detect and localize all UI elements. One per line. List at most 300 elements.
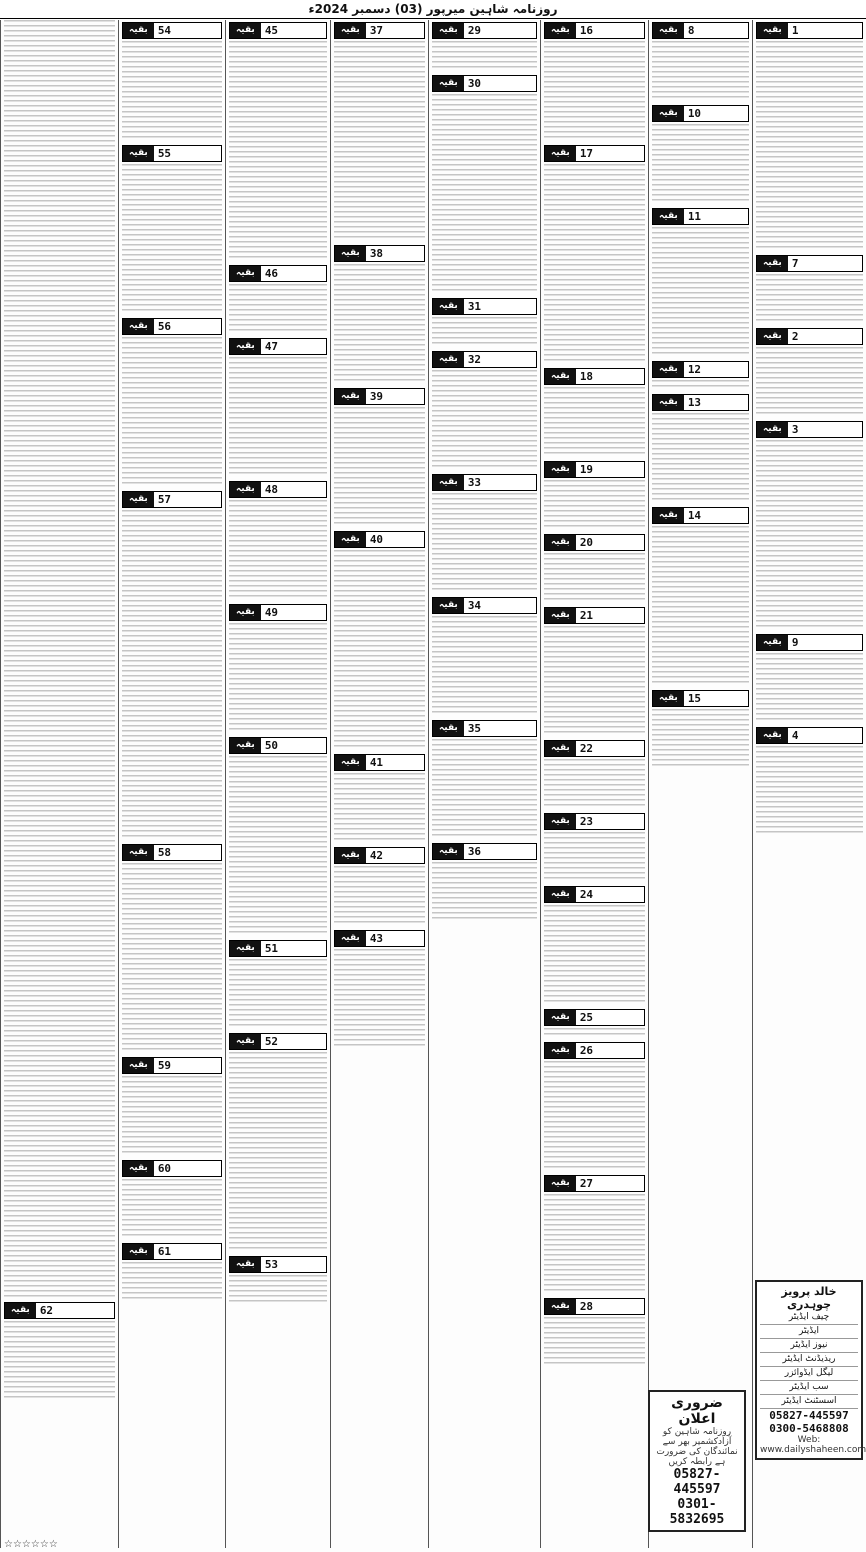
item-header (229, 1256, 327, 1273)
article-text-lines (544, 905, 645, 1005)
item-number: 51 (264, 942, 279, 955)
article-text-lines (229, 41, 327, 261)
item-header (122, 1160, 222, 1177)
footer-stars: ☆☆☆☆☆☆ (4, 1539, 58, 1550)
item-label: بقیہ (335, 532, 366, 547)
article-text-lines (334, 550, 425, 750)
item-label: بقیہ (433, 352, 464, 367)
article-text-lines (652, 413, 749, 503)
item-number: 29 (467, 24, 482, 37)
article-text-lines (756, 274, 863, 324)
continuation-item (4, 1302, 115, 1401)
continuation-item (544, 22, 645, 141)
continuation-item (544, 1175, 645, 1294)
article-text-lines (229, 500, 327, 600)
item-header (334, 930, 425, 947)
item-header (756, 727, 863, 744)
continuation-item (229, 604, 327, 733)
continuation-item (544, 607, 645, 736)
item-label: بقیہ (123, 1161, 154, 1176)
item-number: 58 (157, 846, 172, 859)
continuation-item (122, 22, 222, 141)
continuation-item (122, 145, 222, 314)
article-text-lines (652, 227, 749, 357)
continuation-item (334, 930, 425, 1049)
staff-row: لیگل ایڈوائزر (760, 1367, 858, 1381)
article-text-lines (756, 746, 863, 836)
item-header (122, 1057, 222, 1074)
item-header (334, 388, 425, 405)
item-label: بقیہ (653, 23, 684, 38)
item-label: بقیہ (653, 395, 684, 410)
continuation-item (544, 1009, 645, 1038)
item-number: 33 (467, 476, 482, 489)
item-label: بقیہ (335, 23, 366, 38)
item-number: 59 (157, 1059, 172, 1072)
continuation-item (756, 727, 863, 836)
continuation-item (229, 737, 327, 936)
item-number: 52 (264, 1035, 279, 1048)
item-label: بقیہ (433, 475, 464, 490)
item-number: 20 (579, 536, 594, 549)
item-label: بقیہ (335, 848, 366, 863)
item-label: بقیہ (433, 598, 464, 613)
article-text-lines (756, 440, 863, 630)
article-text-lines (544, 387, 645, 457)
item-label: بقیہ (335, 389, 366, 404)
continuation-item (432, 474, 537, 593)
item-header (652, 690, 749, 707)
continuation-item (432, 351, 537, 470)
item-header (652, 507, 749, 524)
continuation-item (544, 534, 645, 603)
item-header (544, 1042, 645, 1059)
article-text-lines (432, 317, 537, 347)
article-text-lines (229, 284, 327, 334)
item-label: بقیہ (653, 106, 684, 121)
continuation-item (122, 1057, 222, 1156)
item-number: 46 (264, 267, 279, 280)
column-5 (225, 20, 330, 1548)
item-number: 56 (157, 320, 172, 333)
staff-row: ریذیڈنٹ ایڈیٹر (760, 1353, 858, 1367)
item-label: بقیہ (545, 1176, 576, 1191)
continuation-item (432, 75, 537, 294)
article-text-lines (544, 1194, 645, 1294)
item-header (432, 843, 537, 860)
item-number: 23 (579, 815, 594, 828)
ad-line: نمائندگان کی ضرورت ہے رابطہ کریں (656, 1447, 738, 1467)
item-header (756, 255, 863, 272)
article-text-lines (229, 756, 327, 936)
article-text-lines (544, 41, 645, 141)
continuation-item (652, 394, 749, 503)
article-text-lines (334, 264, 425, 384)
item-number: 27 (579, 1177, 594, 1190)
item-label: بقیہ (123, 1058, 154, 1073)
continuation-item (432, 843, 537, 922)
continuation-item (652, 105, 749, 204)
item-number: 13 (687, 396, 702, 409)
article-text-lines (652, 124, 749, 204)
article-text-lines (334, 773, 425, 843)
item-label: بقیہ (123, 492, 154, 507)
continuation-item (756, 255, 863, 324)
item-header (756, 421, 863, 438)
item-header (544, 461, 645, 478)
item-header (544, 607, 645, 624)
continuation-item (756, 634, 863, 723)
item-number: 8 (687, 24, 695, 37)
item-label: بقیہ (433, 76, 464, 91)
item-header (122, 844, 222, 861)
item-header (122, 1243, 222, 1260)
item-header (432, 474, 537, 491)
continuation-item (229, 265, 327, 334)
continuation-item (652, 361, 749, 390)
item-label: بقیہ (433, 844, 464, 859)
item-header (544, 740, 645, 757)
item-label: بقیہ (230, 1034, 261, 1049)
item-label: بقیہ (545, 462, 576, 477)
item-number: 48 (264, 483, 279, 496)
article-text-lines (544, 480, 645, 530)
chief-editor-name: خالد پرویز چوہدری (781, 1285, 837, 1311)
item-number: 60 (157, 1162, 172, 1175)
item-label: بقیہ (653, 691, 684, 706)
item-label: بقیہ (433, 721, 464, 736)
item-header (544, 886, 645, 903)
article-text-lines (4, 20, 115, 1300)
item-label: بقیہ (230, 941, 261, 956)
item-label: بقیہ (123, 146, 154, 161)
article-text-lines (229, 959, 327, 1029)
item-label: بقیہ (545, 608, 576, 623)
item-label: بقیہ (230, 1257, 261, 1272)
item-header (334, 22, 425, 39)
item-label: بقیہ (545, 146, 576, 161)
item-header (544, 813, 645, 830)
item-label: بقیہ (230, 738, 261, 753)
continuation-item (544, 1042, 645, 1171)
continuation-item (756, 328, 863, 417)
article-text-lines (544, 1061, 645, 1171)
item-number: 9 (791, 636, 799, 649)
item-header (122, 145, 222, 162)
item-number: 17 (579, 147, 594, 160)
item-label: بقیہ (757, 329, 788, 344)
item-label: بقیہ (653, 362, 684, 377)
item-number: 36 (467, 845, 482, 858)
article-text-lines (652, 526, 749, 686)
article-text-lines (432, 862, 537, 922)
item-number: 53 (264, 1258, 279, 1271)
staff-phone: 05827-445597 (769, 1409, 849, 1422)
continuation-item (334, 245, 425, 384)
continuation-item (229, 481, 327, 600)
item-header (432, 75, 537, 92)
continuation-item (432, 720, 537, 839)
article-text-lines (122, 41, 222, 141)
article-text-lines (432, 493, 537, 593)
ad-phone: 05827-445597 (673, 1467, 721, 1497)
item-header (334, 754, 425, 771)
item-number: 35 (467, 722, 482, 735)
item-number: 18 (579, 370, 594, 383)
staff-row: ایڈیٹر (760, 1325, 858, 1339)
continuation-item (122, 1160, 222, 1239)
item-number: 24 (579, 888, 594, 901)
article-text-lines (432, 370, 537, 470)
item-label: بقیہ (757, 23, 788, 38)
item-label: بقیہ (230, 23, 261, 38)
item-label: بقیہ (5, 1303, 36, 1318)
article-text-lines (544, 1317, 645, 1367)
column-1b (648, 20, 752, 1548)
item-number: 57 (157, 493, 172, 506)
item-header (544, 1175, 645, 1192)
article-text-lines (229, 1052, 327, 1252)
staff-row: سب ایڈیٹر (760, 1381, 858, 1395)
article-text-lines (756, 41, 863, 251)
item-header (229, 338, 327, 355)
item-number: 49 (264, 606, 279, 619)
article-text-lines (122, 337, 222, 487)
article-text-lines (652, 709, 749, 769)
item-number: 7 (791, 257, 799, 270)
item-number: 19 (579, 463, 594, 476)
item-header (544, 368, 645, 385)
item-number: 40 (369, 533, 384, 546)
item-number: 2 (791, 330, 799, 343)
column-4 (330, 20, 428, 1548)
item-header (229, 737, 327, 754)
continuation-item (334, 847, 425, 926)
item-number: 10 (687, 107, 702, 120)
item-number: 32 (467, 353, 482, 366)
item-number: 62 (39, 1304, 54, 1317)
continuation-item (122, 491, 222, 840)
article-text-lines (122, 1076, 222, 1156)
item-label: بقیہ (653, 209, 684, 224)
article-text-lines (4, 1321, 115, 1401)
item-label: بقیہ (230, 605, 261, 620)
column-6 (118, 20, 225, 1548)
continuation-item (544, 461, 645, 530)
continuation-item (334, 754, 425, 843)
item-header (4, 1302, 115, 1319)
continuation-item (652, 22, 749, 101)
continuation-item (229, 940, 327, 1029)
item-header (756, 22, 863, 39)
continuation-item (334, 531, 425, 750)
article-text-lines (544, 553, 645, 603)
item-label: بقیہ (545, 369, 576, 384)
staff-web: Web: www.dailyshaheen.com (760, 1435, 866, 1455)
article-text-lines (334, 407, 425, 527)
continuation-item (432, 597, 537, 716)
item-number: 38 (369, 247, 384, 260)
item-number: 47 (264, 340, 279, 353)
item-number: 55 (157, 147, 172, 160)
item-label: بقیہ (545, 741, 576, 756)
item-header (544, 1298, 645, 1315)
item-label: بقیہ (545, 535, 576, 550)
article-text-lines (122, 164, 222, 314)
item-header (334, 847, 425, 864)
item-header (229, 22, 327, 39)
continuation-item (652, 208, 749, 357)
item-label: بقیہ (123, 1244, 154, 1259)
announcement-box (648, 1390, 746, 1532)
item-number: 28 (579, 1300, 594, 1313)
item-number: 41 (369, 756, 384, 769)
continuation-item (122, 844, 222, 1053)
article-text-lines (122, 1262, 222, 1302)
continuation-item (229, 338, 327, 477)
item-label: بقیہ (545, 1010, 576, 1025)
item-number: 16 (579, 24, 594, 37)
item-number: 42 (369, 849, 384, 862)
item-label: بقیہ (757, 635, 788, 650)
continuation-item (652, 507, 749, 686)
article-text-lines (544, 1028, 645, 1038)
ad-title: ضروری اعلان (671, 1395, 723, 1427)
article-text-lines (122, 863, 222, 1053)
item-header (756, 634, 863, 651)
item-header (544, 22, 645, 39)
item-header (334, 531, 425, 548)
item-label: بقیہ (230, 482, 261, 497)
item-label: بقیہ (545, 1299, 576, 1314)
article-text-lines (544, 626, 645, 736)
article-text-lines (122, 1179, 222, 1239)
item-number: 30 (467, 77, 482, 90)
item-header (122, 491, 222, 508)
item-header (432, 720, 537, 737)
item-header (229, 1033, 327, 1050)
item-label: بقیہ (433, 23, 464, 38)
item-number: 43 (369, 932, 384, 945)
article-text-lines (544, 832, 645, 882)
item-header (432, 22, 537, 39)
item-header (544, 1009, 645, 1026)
item-label: بقیہ (123, 845, 154, 860)
article-text-lines (652, 41, 749, 101)
item-header (229, 265, 327, 282)
item-label: بقیہ (335, 755, 366, 770)
continuation-item (756, 22, 863, 251)
item-label: بقیہ (653, 508, 684, 523)
column-2 (540, 20, 648, 1548)
continuation-item (544, 1298, 645, 1367)
continuation-item (229, 1256, 327, 1305)
item-number: 45 (264, 24, 279, 37)
article-text-lines (652, 380, 749, 390)
article-text-lines (122, 510, 222, 840)
item-label: بقیہ (123, 23, 154, 38)
item-label: بقیہ (335, 931, 366, 946)
item-header (229, 481, 327, 498)
article-text-lines (544, 164, 645, 364)
staff-list (760, 1311, 858, 1409)
item-header (229, 604, 327, 621)
item-number: 12 (687, 363, 702, 376)
continuation-item (229, 22, 327, 261)
article-text-lines (432, 94, 537, 294)
item-header (652, 208, 749, 225)
item-header (432, 597, 537, 614)
staff-phone: 0300-5468808 (769, 1422, 849, 1435)
article-text-lines (432, 41, 537, 71)
item-label: بقیہ (230, 266, 261, 281)
item-header (756, 328, 863, 345)
item-number: 14 (687, 509, 702, 522)
item-header (122, 22, 222, 39)
article-text-lines (334, 41, 425, 241)
continuation-item (756, 421, 863, 630)
continuation-item (122, 318, 222, 487)
item-number: 50 (264, 739, 279, 752)
continuation-item (432, 298, 537, 347)
item-label: بقیہ (123, 319, 154, 334)
staff-row: نیوز ایڈیٹر (760, 1339, 858, 1353)
continuation-item (544, 740, 645, 809)
continuation-item (544, 813, 645, 882)
item-number: 61 (157, 1245, 172, 1258)
item-number: 39 (369, 390, 384, 403)
article-text-lines (544, 759, 645, 809)
item-label: بقیہ (545, 814, 576, 829)
item-header (544, 145, 645, 162)
item-number: 3 (791, 423, 799, 436)
item-number: 54 (157, 24, 172, 37)
continuation-item (544, 368, 645, 457)
item-header (432, 298, 537, 315)
column-7 (0, 20, 118, 1548)
item-number: 25 (579, 1011, 594, 1024)
continuation-item (334, 22, 425, 241)
item-number: 31 (467, 300, 482, 313)
item-number: 37 (369, 24, 384, 37)
column-3 (428, 20, 540, 1548)
item-label: بقیہ (335, 246, 366, 261)
item-number: 26 (579, 1044, 594, 1057)
item-label: بقیہ (545, 1043, 576, 1058)
article-text-lines (432, 739, 537, 839)
item-label: بقیہ (757, 728, 788, 743)
continuation-item (544, 145, 645, 364)
article-text-lines (229, 623, 327, 733)
item-number: 34 (467, 599, 482, 612)
item-header (432, 351, 537, 368)
article-text-lines (229, 1275, 327, 1305)
item-header (544, 534, 645, 551)
article-text-lines (756, 653, 863, 723)
item-number: 4 (791, 729, 799, 742)
continuation-item (229, 1033, 327, 1252)
item-header (652, 361, 749, 378)
continuation-item (432, 22, 537, 71)
item-header (334, 245, 425, 262)
staff-box (755, 1280, 866, 1460)
continuation-item (334, 388, 425, 527)
item-label: بقیہ (757, 256, 788, 271)
item-label: بقیہ (545, 23, 576, 38)
masthead-title: روزنامہ شاہین میرپور (03) دسمبر 2024ء (0, 0, 866, 19)
article-text-lines (229, 357, 327, 477)
continuation-item (544, 886, 645, 1005)
